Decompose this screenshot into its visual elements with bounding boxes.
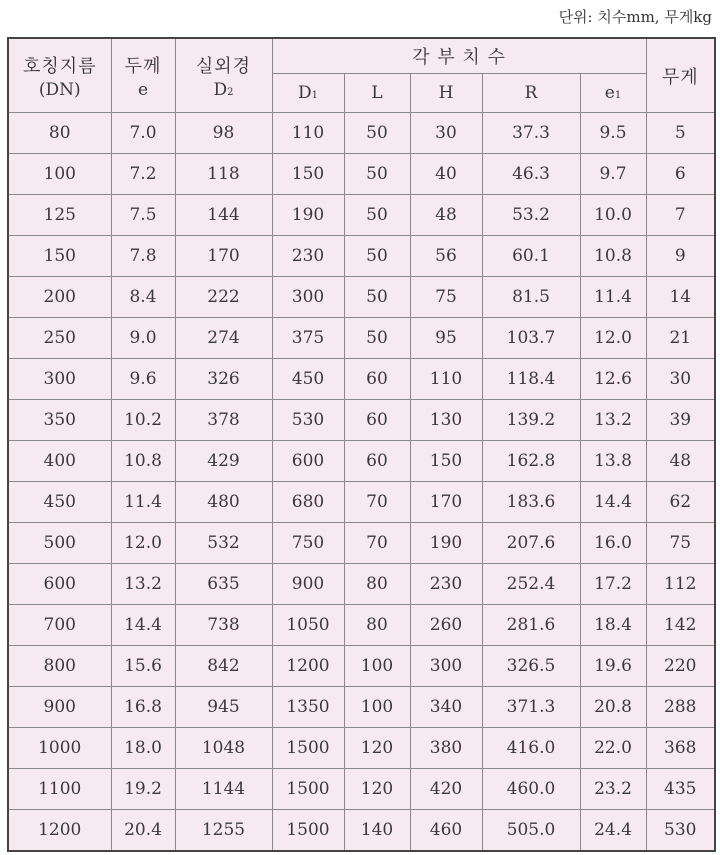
cell-weight: 39 <box>646 400 715 441</box>
cell-d1: 1350 <box>272 687 344 728</box>
cell-l: 50 <box>344 154 410 195</box>
table-row <box>8 810 715 852</box>
cell-r: 139.2 <box>482 400 580 441</box>
table-row <box>8 523 715 564</box>
cell-thickness: 14.4 <box>111 605 175 646</box>
cell-outer-diameter: 635 <box>175 564 272 605</box>
cell-r: 371.3 <box>482 687 580 728</box>
cell-e1: 13.2 <box>580 400 646 441</box>
header-r: R <box>482 74 580 113</box>
cell-e1: 20.8 <box>580 687 646 728</box>
cell-e1: 18.4 <box>580 605 646 646</box>
cell-d1: 375 <box>272 318 344 359</box>
cell-r: 252.4 <box>482 564 580 605</box>
cell-thickness: 8.4 <box>111 277 175 318</box>
cell-dn: 500 <box>8 523 111 564</box>
cell-dn: 150 <box>8 236 111 277</box>
cell-h: 150 <box>410 441 482 482</box>
table-row <box>8 769 715 810</box>
cell-e1: 17.2 <box>580 564 646 605</box>
cell-thickness: 9.0 <box>111 318 175 359</box>
cell-d1: 230 <box>272 236 344 277</box>
table-row <box>8 154 715 195</box>
cell-dn: 1000 <box>8 728 111 769</box>
cell-r: 207.6 <box>482 523 580 564</box>
cell-r: 326.5 <box>482 646 580 687</box>
cell-h: 340 <box>410 687 482 728</box>
cell-weight: 30 <box>646 359 715 400</box>
cell-h: 420 <box>410 769 482 810</box>
cell-weight: 5 <box>646 113 715 154</box>
cell-h: 170 <box>410 482 482 523</box>
cell-outer-diameter: 532 <box>175 523 272 564</box>
table-row <box>8 195 715 236</box>
cell-d1: 530 <box>272 400 344 441</box>
cell-l: 50 <box>344 195 410 236</box>
cell-outer-diameter: 98 <box>175 113 272 154</box>
cell-dn: 800 <box>8 646 111 687</box>
cell-thickness: 12.0 <box>111 523 175 564</box>
table-row <box>8 318 715 359</box>
cell-outer-diameter: 222 <box>175 277 272 318</box>
cell-r: 37.3 <box>482 113 580 154</box>
cell-dn: 300 <box>8 359 111 400</box>
table-row <box>8 605 715 646</box>
cell-d1: 1500 <box>272 810 344 852</box>
cell-weight: 48 <box>646 441 715 482</box>
cell-l: 50 <box>344 236 410 277</box>
cell-thickness: 7.2 <box>111 154 175 195</box>
cell-outer-diameter: 326 <box>175 359 272 400</box>
cell-d1: 300 <box>272 277 344 318</box>
cell-dn: 200 <box>8 277 111 318</box>
cell-dn: 350 <box>8 400 111 441</box>
cell-weight: 112 <box>646 564 715 605</box>
cell-dn: 1200 <box>8 810 111 852</box>
cell-weight: 6 <box>646 154 715 195</box>
header-d1 <box>272 74 344 113</box>
table-row <box>8 646 715 687</box>
cell-dn: 100 <box>8 154 111 195</box>
header-weight <box>646 38 715 113</box>
cell-e1: 14.4 <box>580 482 646 523</box>
cell-weight: 220 <box>646 646 715 687</box>
cell-outer-diameter: 170 <box>175 236 272 277</box>
cell-h: 260 <box>410 605 482 646</box>
cell-outer-diameter: 378 <box>175 400 272 441</box>
cell-l: 100 <box>344 687 410 728</box>
cell-dn: 400 <box>8 441 111 482</box>
cell-d1: 1500 <box>272 728 344 769</box>
cell-h: 130 <box>410 400 482 441</box>
header-thickness <box>111 38 175 113</box>
cell-thickness: 10.2 <box>111 400 175 441</box>
cell-r: 505.0 <box>482 810 580 852</box>
cell-weight: 288 <box>646 687 715 728</box>
table-row <box>8 400 715 441</box>
cell-thickness: 20.4 <box>111 810 175 852</box>
header-thickness-sub: e <box>137 79 149 100</box>
table-row <box>8 687 715 728</box>
cell-weight: 7 <box>646 195 715 236</box>
cell-thickness: 7.0 <box>111 113 175 154</box>
cell-l: 80 <box>344 564 410 605</box>
cell-l: 50 <box>344 318 410 359</box>
cell-e1: 10.0 <box>580 195 646 236</box>
cell-outer-diameter: 1255 <box>175 810 272 852</box>
cell-l: 70 <box>344 482 410 523</box>
cell-h: 110 <box>410 359 482 400</box>
cell-h: 190 <box>410 523 482 564</box>
cell-e1: 9.7 <box>580 154 646 195</box>
cell-dn: 80 <box>8 113 111 154</box>
cell-l: 60 <box>344 400 410 441</box>
cell-r: 183.6 <box>482 482 580 523</box>
unit-note: 단위: 치수mm, 무게kg <box>558 8 712 26</box>
cell-thickness: 13.2 <box>111 564 175 605</box>
cell-thickness: 15.6 <box>111 646 175 687</box>
cell-dn: 600 <box>8 564 111 605</box>
cell-l: 60 <box>344 441 410 482</box>
cell-r: 81.5 <box>482 277 580 318</box>
cell-r: 103.7 <box>482 318 580 359</box>
cell-r: 53.2 <box>482 195 580 236</box>
cell-l: 80 <box>344 605 410 646</box>
cell-thickness: 16.8 <box>111 687 175 728</box>
header-outer-sub <box>176 80 272 100</box>
cell-l: 140 <box>344 810 410 852</box>
table-row <box>8 482 715 523</box>
cell-outer-diameter: 118 <box>175 154 272 195</box>
table-row <box>8 277 715 318</box>
cell-e1: 24.4 <box>580 810 646 852</box>
cell-l: 60 <box>344 359 410 400</box>
cell-h: 300 <box>410 646 482 687</box>
cell-dn: 700 <box>8 605 111 646</box>
header-weight-label: 무게 <box>661 66 699 88</box>
cell-thickness: 11.4 <box>111 482 175 523</box>
table-row <box>8 236 715 277</box>
cell-thickness: 10.8 <box>111 441 175 482</box>
cell-thickness: 7.5 <box>111 195 175 236</box>
cell-outer-diameter: 429 <box>175 441 272 482</box>
cell-outer-diameter: 945 <box>175 687 272 728</box>
cell-r: 281.6 <box>482 605 580 646</box>
cell-d1: 450 <box>272 359 344 400</box>
cell-l: 50 <box>344 113 410 154</box>
cell-thickness: 7.8 <box>111 236 175 277</box>
header-thickness-label: 두께 <box>124 55 162 77</box>
table-row <box>8 359 715 400</box>
cell-l: 70 <box>344 523 410 564</box>
cell-outer-diameter: 1048 <box>175 728 272 769</box>
cell-outer-diameter: 480 <box>175 482 272 523</box>
cell-l: 100 <box>344 646 410 687</box>
table-row <box>8 728 715 769</box>
header-h: H <box>410 74 482 113</box>
cell-weight: 62 <box>646 482 715 523</box>
cell-weight: 368 <box>646 728 715 769</box>
cell-dn: 125 <box>8 195 111 236</box>
cell-outer-diameter: 738 <box>175 605 272 646</box>
cell-d1: 750 <box>272 523 344 564</box>
cell-h: 30 <box>410 113 482 154</box>
cell-d1: 110 <box>272 113 344 154</box>
cell-h: 380 <box>410 728 482 769</box>
cell-weight: 21 <box>646 318 715 359</box>
cell-outer-diameter: 274 <box>175 318 272 359</box>
cell-e1: 22.0 <box>580 728 646 769</box>
header-e1-index: 1 <box>614 90 622 101</box>
cell-r: 60.1 <box>482 236 580 277</box>
header-dimensions-group <box>272 38 646 74</box>
cell-d1: 1050 <box>272 605 344 646</box>
cell-h: 460 <box>410 810 482 852</box>
cell-weight: 435 <box>646 769 715 810</box>
table-row <box>8 441 715 482</box>
cell-outer-diameter: 1144 <box>175 769 272 810</box>
cell-d1: 1200 <box>272 646 344 687</box>
cell-h: 95 <box>410 318 482 359</box>
cell-dn: 1100 <box>8 769 111 810</box>
header-outer-label: 실외경 <box>195 55 252 77</box>
cell-d1: 680 <box>272 482 344 523</box>
cell-dn: 900 <box>8 687 111 728</box>
cell-e1: 12.0 <box>580 318 646 359</box>
header-l: L <box>344 74 410 113</box>
cell-d1: 900 <box>272 564 344 605</box>
cell-e1: 12.6 <box>580 359 646 400</box>
cell-h: 230 <box>410 564 482 605</box>
cell-dn: 450 <box>8 482 111 523</box>
cell-r: 118.4 <box>482 359 580 400</box>
header-outer-sub-letter: D <box>213 79 228 100</box>
cell-r: 46.3 <box>482 154 580 195</box>
cell-d1: 190 <box>272 195 344 236</box>
cell-e1: 11.4 <box>580 277 646 318</box>
header-nominal-diameter <box>8 38 111 113</box>
header-outer-sub-index: 2 <box>227 86 234 98</box>
cell-d1: 1500 <box>272 769 344 810</box>
cell-e1: 19.6 <box>580 646 646 687</box>
spec-table <box>7 37 716 852</box>
cell-e1: 10.8 <box>580 236 646 277</box>
cell-r: 416.0 <box>482 728 580 769</box>
cell-d1: 150 <box>272 154 344 195</box>
cell-weight: 9 <box>646 236 715 277</box>
table-row <box>8 113 715 154</box>
cell-r: 460.0 <box>482 769 580 810</box>
header-d1-index: 1 <box>311 90 318 101</box>
cell-weight: 530 <box>646 810 715 852</box>
cell-h: 56 <box>410 236 482 277</box>
cell-h: 75 <box>410 277 482 318</box>
cell-weight: 142 <box>646 605 715 646</box>
cell-e1: 13.8 <box>580 441 646 482</box>
cell-outer-diameter: 144 <box>175 195 272 236</box>
header-e1 <box>580 74 646 113</box>
table-row <box>8 564 715 605</box>
cell-thickness: 18.0 <box>111 728 175 769</box>
cell-r: 162.8 <box>482 441 580 482</box>
header-nominal-label: 호칭지름 <box>22 55 97 77</box>
cell-l: 120 <box>344 728 410 769</box>
cell-l: 120 <box>344 769 410 810</box>
cell-outer-diameter: 842 <box>175 646 272 687</box>
cell-dn: 250 <box>8 318 111 359</box>
cell-h: 48 <box>410 195 482 236</box>
header-nominal-sub: (DN) <box>38 79 81 100</box>
cell-e1: 23.2 <box>580 769 646 810</box>
cell-weight: 75 <box>646 523 715 564</box>
header-outer-diameter <box>175 38 272 113</box>
cell-thickness: 9.6 <box>111 359 175 400</box>
cell-h: 40 <box>410 154 482 195</box>
header-dimensions-label: 각 부 치 수 <box>412 47 506 68</box>
cell-l: 50 <box>344 277 410 318</box>
cell-d1: 600 <box>272 441 344 482</box>
cell-thickness: 19.2 <box>111 769 175 810</box>
header-e1-letter: e <box>604 83 615 103</box>
header-d1-letter: D <box>297 83 312 103</box>
cell-e1: 16.0 <box>580 523 646 564</box>
cell-e1: 9.5 <box>580 113 646 154</box>
cell-weight: 14 <box>646 277 715 318</box>
